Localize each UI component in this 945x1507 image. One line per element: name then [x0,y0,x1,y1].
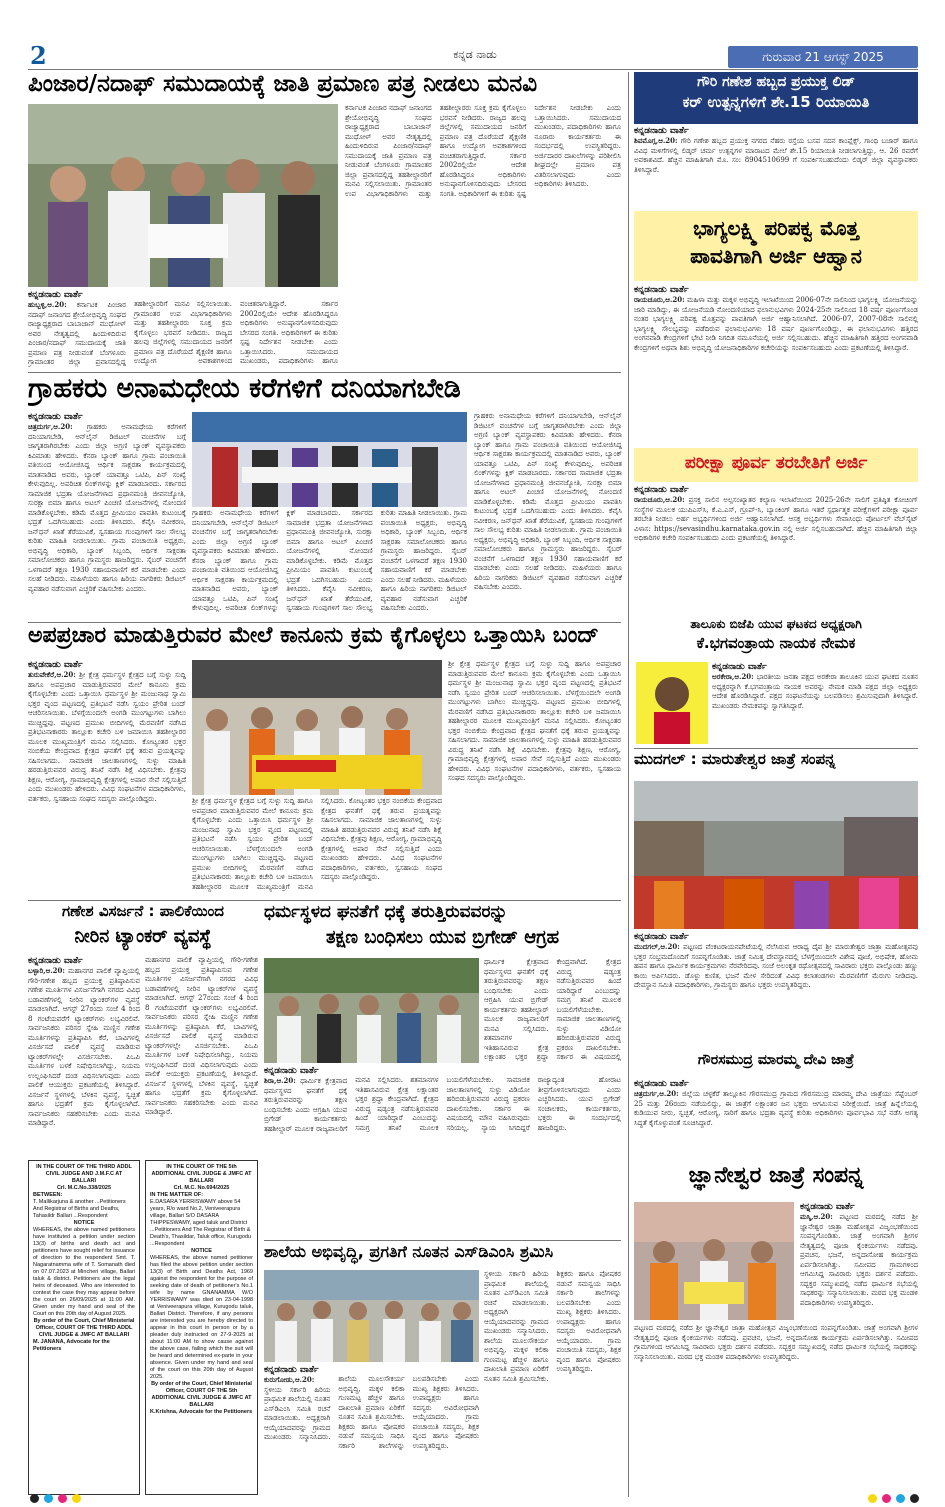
right3-dateline: ರಾಯಚೂರು,ಆ.20: [634,495,685,504]
right7-content [800,1202,918,1320]
right2-dateline: ರಾಯಚೂರು,ಆ.20: [634,295,685,304]
right3-headline: ಪರೀಕ್ಷಾ ಪೂರ್ವ ತರಬೇತಿಗೆ ಅರ್ಜಿ [684,453,868,473]
notice2-case-no: Crl. M.C. No.694/2025 [173,1185,230,1191]
right7-headline: ಜ್ಞಾನೇಶ್ವರ ಜಾತ್ರೆ ಸಂಪನ್ನ [688,1164,864,1188]
right4-body: ಭಾರತೀಯ ಜನತಾ ಪಕ್ಷದ ಅರಕೇರಾ ತಾಲೂಕಿನ ಯುವ ಘಟಕದ ನೂತನ ಅಧ್ಯಕ್ಷರನ್ನಾಗಿ ಕೆ.ಭಗವಂತ್ರಾಯ ನಾಯಕ ಅವರನ್ನು ನೇಮಕ ಮಾಡಿ ಪಕ್ಷದ ಜಿಲ್ಲಾ ಅಧ್ಯಕ್ಷರು ಆದೇಶ ಹೊರಡಿಸಿದ್ದಾರೆ. ಪಕ್ಷದ ಸಂಘಟನೆಯನ್ನು ಬಲಪಡಿಸಲು ಶ್ರಮಿಸುವುದಾಗಿ ತಿಳಿಸಿದ್ದಾರೆ. ಮುಖಂಡರು ನೇಮಕವನ್ನು ಸ್ವಾಗತಿಸಿದ್ದಾರೆ. [712,673,918,710]
notice2-between: IN THE MATTER OF: [150,1192,204,1198]
article5-lead [264,1066,621,1238]
notice1-advocate: M. JANANA, Advocate for the Petitioners [33,1339,110,1352]
date-band: ಗುರುವಾರ 21 ಆಗಸ್ಟ್ 2025 [728,46,918,68]
right1-headline-line1: ಗೌರಿ ಗಣೇಶ ಹಬ್ಬದ ಪ್ರಯುಕ್ತ ಲಿಡ್ [697,74,855,90]
notice1-title: NOTICE [73,1220,95,1226]
page-number: 2 [30,44,56,68]
portrait-photo [636,662,708,744]
right5-photo [634,781,918,929]
article3-continued: ಶ್ರೀ ಕ್ಷೇತ್ರ ಧರ್ಮಸ್ಥಳ ಕ್ಷೇತ್ರದ ಬಗ್ಗೆ ಸುಳ್ಳು ಸುದ್ದಿ ಹಾಗೂ ಅಪಪ್ರಚಾರ ಮಾಡುತ್ತಿರುವವರ ಮೇಲೆ ಕಾನೂನು ಕ್ರಮ ಕೈಗೊಳ್ಳಬೇಕು ಎಂದು ಒತ್ತಾಯಿಸಿ ಧರ್ಮಸ್ಥಳ ಶ್ರೀ ಮಂಜುನಾಥ ಸ್ವಾಮಿ ಭಕ್ತರ ವೃಂದ ಪಟ್ಟಣದಲ್ಲಿ ಪ್ರತಿಭಟನೆ ನಡೆಸಿ ಸ್ವಯಂ ಪ್ರೇರಿತ ಬಂದ್ ಆಚರಿಸಲಾಯಿತು. ಬೆಳಗ್ಗೆಯಿಂದಲೇ ಅಂಗಡಿ ಮುಂಗಟ್ಟುಗಳು ಬಾಗಿಲು ಮುಚ್ಚಿದ್ದವು. ಪಟ್ಟಣದ ಪ್ರಮುಖ ಬೀದಿಗಳಲ್ಲಿ ಮೆರವಣಿಗೆ ನಡೆಸಿದ ಪ್ರತಿಭಟನಾಕಾರರು ತಾಲ್ಲೂಕು ಕಚೇರಿ ಬಳಿ ಜಮಾಯಿಸಿ ತಹಶೀಲ್ದಾರರ ಮೂಲಕ ಮುಖ್ಯಮಂತ್ರಿಗೆ ಮನವಿ ಸಲ್ಲಿಸಿದರು. ಕೋಟ್ಯಂತರ ಭಕ್ತರ ನಂಬಿಕೆಯ ಕೇಂದ್ರವಾದ ಕ್ಷೇತ್ರದ ಘನತೆಗೆ ಧಕ್ಕೆ ತರುವ ಪ್ರಯತ್ನವನ್ನು ಸಹಿಸಲಾಗದು. ಸಾಮಾಜಿಕ ಜಾಲತಾಣಗಳಲ್ಲಿ ಸುಳ್ಳು ಮಾಹಿತಿ ಹರಡುತ್ತಿರುವವರ ವಿರುದ್ಧ ತನಿಖೆ ನಡೆಸಿ ಶಿಕ್ಷೆ ವಿಧಿಸಬೇಕು. ಕ್ಷೇತ್ರವು ಶಿಕ್ಷಣ, ಆರೋಗ್ಯ, ಗ್ರಾಮಾಭಿವೃದ್ಧಿ ಕ್ಷೇತ್ರಗಳಲ್ಲಿ ಅಪಾರ ಸೇವೆ ಸಲ್ಲಿಸುತ್ತಿದೆ ಎಂದು ಮುಖಂಡರು ಹೇಳಿದರು. ವಿವಿಧ ಸಂಘಟನೆಗಳ ಪದಾಧಿಕಾರಿಗಳು, ವರ್ತಕರು, ಸ್ವಸಹಾಯ ಸಂಘದ ಸದಸ್ಯರು ಪಾಲ್ಗೊಂಡಿದ್ದರು. [192,797,442,891]
registration-mark [896,1494,905,1503]
article6-headline: ಶಾಲೆಯ ಅಭಿವೃದ್ಧಿ, ಪ್ರಗತಿಗೆ ನೂತನ ಎಸ್‌ಡಿಎಂಸಿ ಶ್ರಮಿಸಿ [264,1243,554,1261]
notice1-between: BETWEEN: [33,1192,63,1198]
right7-body: ಪಟ್ಟಣದ ಮಠದಲ್ಲಿ ನಡೆದ ಶ್ರೀ ಜ್ಞಾನೇಶ್ವರ ಜಾತ್ರಾ ಮಹೋತ್ಸವ ವಿಜೃಂಭಣೆಯಿಂದ ಸಂಪನ್ನಗೊಂಡಿತು. ಜಾತ್ರೆ ಅಂಗವಾಗಿ ಶ್ರೀಗಳ ನೇತೃತ್ವದಲ್ಲಿ ಪೂಜಾ ಕೈಂಕರ್ಯಗಳು ನಡೆದವು. ಪ್ರವಚನ, ಭಜನೆ, ಅನ್ನದಾಸೋಹ ಕಾರ್ಯಕ್ರಮ ಏರ್ಪಡಿಸಲಾಗಿತ್ತು. ಸಮೀಪದ ಗ್ರಾಮಗಳಿಂದ ಆಗಮಿಸಿದ್ದ ಸಾವಿರಾರು ಭಕ್ತರು ದರ್ಶನ ಪಡೆದರು. ಸದ್ಭಕ್ತರ ಸಮ್ಮುಖದಲ್ಲಿ ನಡೆದ ಧಾರ್ಮಿಕ ಸಭೆಯಲ್ಲಿ ಸಾಧಕರನ್ನು ಸನ್ಮಾನಿಸಲಾಯಿತು. ಮಠದ ಭಕ್ತ ಮಂಡಳಿ ಪದಾಧಿಕಾರಿಗಳು ಉಪಸ್ಥಿತರಿದ್ದರು. [800,1213,918,1307]
registration-mark [30,1494,39,1503]
right2-headline-line1: ಭಾಗ್ಯಲಕ್ಷ್ಮಿ ಪರಿಪಕ್ವ ಮೊತ್ತ [693,216,859,240]
article2-dateline: ಚಿತ್ರದುರ್ಗ,ಆ.20: [28,422,73,431]
right5-byline: ಕನ್ನಡನಾಡು ವಾರ್ತೆ [634,932,689,942]
article1-headline: ಪಿಂಜಾರ/ನದಾಫ್ ಸಮುದಾಯಕ್ಕೆ ಜಾತಿ ಪ್ರಮಾಣ ಪತ್ರ ನೀಡಲು ಮನವಿ [28,72,538,97]
notice1-parties: T. Mallikarjuna & another ...Petitioners And Registrar of Births and Deaths, Tahasildr Ballari ...Respondent [33,1199,126,1219]
masthead-rule [28,69,918,70]
article3-side: ಶ್ರೀ ಕ್ಷೇತ್ರ ಧರ್ಮಸ್ಥಳ ಕ್ಷೇತ್ರದ ಬಗ್ಗೆ ಸುಳ್ಳು ಸುದ್ದಿ ಹಾಗೂ ಅಪಪ್ರಚಾರ ಮಾಡುತ್ತಿರುವವರ ಮೇಲೆ ಕಾನೂನು ಕ್ರಮ ಕೈಗೊಳ್ಳಬೇಕು ಎಂದು ಒತ್ತಾಯಿಸಿ ಧರ್ಮಸ್ಥಳ ಶ್ರೀ ಮಂಜುನಾಥ ಸ್ವಾಮಿ ಭಕ್ತರ ವೃಂದ ಪಟ್ಟಣದಲ್ಲಿ ಪ್ರತಿಭಟನೆ ನಡೆಸಿ ಸ್ವಯಂ ಪ್ರೇರಿತ ಬಂದ್ ಆಚರಿಸಲಾಯಿತು. ಬೆಳಗ್ಗೆಯಿಂದಲೇ ಅಂಗಡಿ ಮುಂಗಟ್ಟುಗಳು ಬಾಗಿಲು ಮುಚ್ಚಿದ್ದವು. ಪಟ್ಟಣದ ಪ್ರಮುಖ ಬೀದಿಗಳಲ್ಲಿ ಮೆರವಣಿಗೆ ನಡೆಸಿದ ಪ್ರತಿಭಟನಾಕಾರರು ತಾಲ್ಲೂಕು ಕಚೇರಿ ಬಳಿ ಜಮಾಯಿಸಿ ತಹಶೀಲ್ದಾರರ ಮೂಲಕ ಮುಖ್ಯಮಂತ್ರಿಗೆ ಮನವಿ ಸಲ್ಲಿಸಿದರು. ಕೋಟ್ಯಂತರ ಭಕ್ತರ ನಂಬಿಕೆಯ ಕೇಂದ್ರವಾದ ಕ್ಷೇತ್ರದ ಘನತೆಗೆ ಧಕ್ಕೆ ತರುವ ಪ್ರಯತ್ನವನ್ನು ಸಹಿಸಲಾಗದು. ಸಾಮಾಜಿಕ ಜಾಲತಾಣಗಳಲ್ಲಿ ಸುಳ್ಳು ಮಾಹಿತಿ ಹರಡುತ್ತಿರುವವರ ವಿರುದ್ಧ ತನಿಖೆ ನಡೆಸಿ ಶಿಕ್ಷೆ ವಿಧಿಸಬೇಕು. ಕ್ಷೇತ್ರವು ಶಿಕ್ಷಣ, ಆರೋಗ್ಯ, ಗ್ರಾಮಾಭಿವೃದ್ಧಿ ಕ್ಷೇತ್ರಗಳಲ್ಲಿ ಅಪಾರ ಸೇವೆ ಸಲ್ಲಿಸುತ್ತಿದೆ ಎಂದು ಮುಖಂಡರು ಹೇಳಿದರು. ವಿವಿಧ ಸಂಘಟನೆಗಳ ಪದಾಧಿಕಾರಿಗಳು, ವರ್ತಕರು, ಸ್ವಸಹಾಯ ಸಂಘದ ಸದಸ್ಯರು ಪಾಲ್ಗೊಂಡಿದ್ದರು. [448,660,621,782]
right4-dateline: ಅರಕೇರಾ,ಆ.20: [712,672,754,681]
right4-byline: ಕನ್ನಡನಾಡು ವಾರ್ತೆ [712,662,767,672]
article1-dateline: ಹುಬ್ಬಳ್ಳಿ,ಆ.20: [28,300,67,309]
registration-mark [58,1494,67,1503]
memorandum-illustration [264,958,479,1063]
right4-content [712,662,918,746]
article2-photo [192,412,467,507]
festival-crowd-illustration [634,781,918,929]
article4-dateline: ಬಳ್ಳಾರಿ,ಆ.20: [28,966,65,975]
notice2-advocate: K.Krishna, Advocate for the Petitioners [150,1409,253,1415]
article2-side: ಗ್ರಾಹಕರು ಅನಾಮಧೇಯ ಕರೆಗಳಿಗೆ ದನಿಯಾಗಬೇಡಿ, ಆನ್‌ಲೈನ್ ಡಿಜಿಟಲ್ ವಂಚನೆಗಳ ಬಗ್ಗೆ ಜಾಗೃತರಾಗಿರಬೇಕು ಎಂದು ಜಿಲ್ಲಾ ಅಗ್ರಣಿ ಬ್ಯಾಂಕ್ ವ್ಯವಸ್ಥಾಪಕರು ಕಿವಿಮಾತು ಹೇಳಿದರು. ಕೆನರಾ ಬ್ಯಾಂಕ್ ಹಾಗೂ ಗ್ರಾಮ ಪಂಚಾಯಿತಿ ವತಿಯಿಂದ ಆಯೋಜಿಸಿದ್ದ ಆರ್ಥಿಕ ಸಾಕ್ಷರತಾ ಕಾರ್ಯಕ್ರಮದಲ್ಲಿ ಮಾತನಾಡಿದ ಅವರು, ಬ್ಯಾಂಕ್ ಯಾವತ್ತೂ ಒಟಿಪಿ, ಪಿನ್ ಸಂಖ್ಯೆ ಕೇಳುವುದಿಲ್ಲ. ಅಪರಿಚಿತ ಲಿಂಕ್‌ಗಳನ್ನು ಕ್ಲಿಕ್ ಮಾಡಬಾರದು. ಸರ್ಕಾರದ ಸಾಮಾಜಿಕ ಭದ್ರತಾ ಯೋಜನೆಗಳಾದ ಪ್ರಧಾನಮಂತ್ರಿ ಜೀವನಜ್ಯೋತಿ, ಸುರಕ್ಷಾ ಬಿಮಾ ಹಾಗೂ ಅಟಲ್ ಪಿಂಚಣಿ ಯೋಜನೆಗಳಲ್ಲಿ ನೋಂದಣಿ ಮಾಡಿಕೊಳ್ಳಬೇಕು. ಕಡಿಮೆ ಮೊತ್ತದ ಪ್ರೀಮಿಯಂ ಪಾವತಿಸಿ ಕುಟುಂಬಕ್ಕೆ ಭದ್ರತೆ ಒದಗಿಸಬಹುದು ಎಂದು ತಿಳಿಸಿದರು. ಕೆವೈಸಿ ನವೀಕರಣ, ಜನ್‌ಧನ್ ಖಾತೆ ತೆರೆಯುವಿಕೆ, ಸ್ವಸಹಾಯ ಗುಂಪುಗಳಿಗೆ ಸಾಲ ಸೌಲಭ್ಯ ಕುರಿತು ಮಾಹಿತಿ ನೀಡಲಾಯಿತು. ಗ್ರಾಮ ಪಂಚಾಯಿತಿ ಅಧ್ಯಕ್ಷರು, ಅಭಿವೃದ್ಧಿ ಅಧಿಕಾರಿ, ಬ್ಯಾಂಕ್ ಸಿಬ್ಬಂದಿ, ಆರ್ಥಿಕ ಸಾಕ್ಷರತಾ ಸಮಾಲೋಚಕರು ಹಾಗೂ ಗ್ರಾಮಸ್ಥರು ಹಾಜರಿದ್ದರು. ಸೈಬರ್ ವಂಚನೆಗೆ ಒಳಗಾದರೆ ತಕ್ಷಣ 1930 ಸಹಾಯವಾಣಿಗೆ ಕರೆ ಮಾಡಬೇಕು ಎಂದು ಸಲಹೆ ನೀಡಿದರು. ಮಹಿಳೆಯರು ಹಾಗೂ ಹಿರಿಯ ನಾಗರಿಕರು ಡಿಜಿಟಲ್ ವ್ಯವಹಾರ ನಡೆಸುವಾಗ ಎಚ್ಚರಿಕೆ ವಹಿಸಬೇಕು ಎಂದರು. [474,412,622,591]
right3-content [634,485,918,615]
right6-byline: ಕನ್ನಡನಾಡು ವಾರ್ತೆ [634,1079,689,1089]
divider [28,622,621,623]
article5-headline-line1: ಧರ್ಮಸ್ಥಳದ ಘನತೆಗೆ ಧಕ್ಕೆ ತರುತ್ತಿರುವವರನ್ನು [264,903,508,922]
article1-byline: ಕನ್ನಡನಾಡು ವಾರ್ತೆ [28,290,83,300]
article5-body: ಧಾರ್ಮಿಕ ಕ್ಷೇತ್ರವಾದ ಧರ್ಮಸ್ಥಳದ ಘನತೆಗೆ ಧಕ್ಕೆ ತರುತ್ತಿರುವವರನ್ನು ತಕ್ಷಣ ಬಂಧಿಸಬೇಕು ಎಂದು ಆಗ್ರಹಿಸಿ ಯುವ ಬ್ರಿಗೇಡ್ ಕಾರ್ಯಕರ್ತರು ತಹಶೀಲ್ದಾರ್ ಮೂಲಕ ರಾಜ್ಯಪಾಲರಿಗೆ ಮನವಿ ಸಲ್ಲಿಸಿದರು. ಶತಮಾನಗಳ ಇತಿಹಾಸವಿರುವ ಕ್ಷೇತ್ರ ಲಕ್ಷಾಂತರ ಭಕ್ತರ ಶ್ರದ್ಧಾ ಕೇಂದ್ರವಾಗಿದೆ. ಕ್ಷೇತ್ರದ ವಿರುದ್ಧ ಷಡ್ಯಂತ್ರ ನಡೆಸುತ್ತಿರುವವರ ಹಿಂದೆ ಯಾರಿದ್ದಾರೆ ಎಂಬುದನ್ನು ಸಮಗ್ರ ತನಿಖೆ ಮೂಲಕ ಬಯಲಿಗೆಳೆಯಬೇಕು. ಸಾಮಾಜಿಕ ಜಾಲತಾಣಗಳಲ್ಲಿ ಸುಳ್ಳು ವಿಡಿಯೋ ಹರಿಬಿಡುತ್ತಿರುವವರ ವಿರುದ್ಧ ಪ್ರಕರಣ ದಾಖಲಿಸಬೇಕು. ಸರ್ಕಾರ ಈ ವಿಷಯದಲ್ಲಿ ಮೌನ ವಹಿಸಿರುವುದು ಸರಿಯಲ್ಲ. ನ್ಯಾಯ ಸಿಗದಿದ್ದರೆ ರಾಜ್ಯಾದ್ಯಂತ ಹೋರಾಟ ತೀವ್ರಗೊಳಿಸಲಾಗುವುದು ಎಂದು ಎಚ್ಚರಿಸಿದರು. ಯುವ ಬ್ರಿಗೇಡ್ ಸಂಚಾಲಕರು, ಕಾರ್ಯಕರ್ತರು, ಭಕ್ತರು ಈ ಸಂದರ್ಭದಲ್ಲಿ ಹಾಜರಿದ್ದರು. [264,1076,621,1133]
notice1-court: IN THE COURT OF THE THIRD ADDL CIVIL JUDGE AND J.M.F.C AT BALLARI [36,1164,132,1184]
bank-event-illustration [192,412,467,507]
right2-body: ಮಹಿಳಾ ಮತ್ತು ಮಕ್ಕಳ ಅಭಿವೃದ್ಧಿ ಇಲಾಖೆಯಿಂದ 2006-07ನೇ ಸಾಲಿನಿಂದ ಭಾಗ್ಯಲಕ್ಷ್ಮಿ ಯೋಜನೆಯನ್ನು ಜಾರಿ ಮಾಡಿದ್ದು, ಈ ಯೋಜನೆಯಡಿ ನೋಂದಣಿಯಾದ ಫಲಾನುಭವಿಗಳು 2024-25ನೇ ಸಾಲಿನಿಂದ 18 ವರ್ಷ ಪೂರ್ಣಗೊಂಡ ನಂತರ ಭಾಗ್ಯಲಕ್ಷ್ಮಿ ಪರಿಪಕ್ವ ಮೊತ್ತವನ್ನು ಪಾವತಿಗಾಗಿ ಅರ್ಜಿ ಆಹ್ವಾನಿಸಲಾಗಿದೆ. 2006-07, 2007-08ನೇ ಸಾಲಿನಲ್ಲಿ ಭಾಗ್ಯಲಕ್ಷ್ಮಿ ಸೌಲಭ್ಯವನ್ನು ಪಡೆದಿರುವ ಫಲಾನುಭವಿಗಳು 18 ವರ್ಷ ಪೂರ್ಣಗೊಂಡಿದ್ದು, ಈ ಫಲಾನುಭವಿಗಳು ಹತ್ತಿರದ ಅಂಗನವಾಡಿ ಕೇಂದ್ರಗಳಿಗೆ ಭೇಟಿ ನೀಡಿ ನಿಗದಿತ ನಮೂನೆಯಲ್ಲಿ ಅರ್ಜಿ ಸಲ್ಲಿಸಬಹುದು. ಹೆಚ್ಚಿನ ಮಾಹಿತಿಗಾಗಿ ಹತ್ತಿರದ ಅಂಗನವಾಡಿ ಕೇಂದ್ರಗಳಿಗೆ ಅಥವಾ ಶಿಶು ಅಭಿವೃದ್ಧಿ ಯೋಜನಾಧಿಕಾರಿಗಳ ಕಚೇರಿಯನ್ನು ಸಂಪರ್ಕಿಸಬಹುದು ಎಂದು ಪ್ರಕಟಣೆಯಲ್ಲಿ ತಿಳಿಸಿದ್ದಾರೆ. [634,296,918,352]
article6-byline: ಕನ್ನಡನಾಡು ವಾರ್ತೆ [264,1365,319,1375]
divider [634,748,918,749]
divider [28,900,621,901]
right1-body: ಗೌರಿ ಗಣೇಶ ಹಬ್ಬದ ಪ್ರಯುಕ್ತ ನಗರದ ನೆಹರು ರಸ್ತೆಯ ಬಸವ ಸದನ ಕಾಂಪ್ಲೆಕ್ಸ್, ಗಾಂಧಿ ಬಜಾರ್ ಹಾಗೂ ವಿವಿಧ ಮಳಿಗೆಗಳಲ್ಲಿ ಲಿಡ್ಕರ್ ಚರ್ಮ ಉತ್ಪನ್ನಗಳ ಮಾರಾಟದ ಮೇಲೆ ಶೇ.15 ರಿಯಾಯಿತಿ ನೀಡಲಾಗುತ್ತಿದ್ದು, ಆ. 26 ರವರೆಗೆ ಅವಕಾಶವಿದೆ. ಹೆಚ್ಚಿನ ಮಾಹಿತಿಗಾಗಿ ಮೊ. ಸಂ: 8904510699 ಗೆ ಸಂಪರ್ಕಿಸಬಹುದೆಂದು ಲಿಡ್ಕರ್ ಜಿಲ್ಲಾ ವ್ಯವಸ್ಥಾಪಕರು ತಿಳಿಸಿದ್ದಾರೆ. [634,137,918,174]
right2-content [634,285,918,445]
notice2-text: WHEREAS, the above named petitioner has filed the above petition under section 13(3) of Birth and Deaths Act, 1969 against the respondent for the purpose of seeking date of death of petitioner's No.1 wife by name GNANAMMA W/O YERRISWAMY was died on 23-04-1998 at Veniveerapura village, Kurugodu taluk, Ballari District. Therefore, if any persons are interested you are hereby directed to appear in this court in person or by a pleader duly instructed on 27-9-2025 at about 11:00 AM to show cause against the above case, failing which the suit will be heard and determined ex-parte in your absence. Given under my hand and seal of the court on this 20th day of August 2025. [150,1255,253,1380]
group-photo-illustration [28,104,338,287]
notice1-signature: By order of the Court, Chief Ministerial Officer, COURT OF THE THIRD ADDL CIVIL JUDGE & JMFC AT BALLARI [33,1318,135,1338]
notice2-parties: E.DASARA YERRISWAMY above 54 years, R/o ward No.2, Veniveerapura village, Ballari S/O DASARA THIPPESWAMY, aged taluk and District ...Petitioners And The Registrar of Birth & Death's, Thasildar, Taluk office, Kurugodu ...Respondent [150,1199,252,1247]
article4-headline-line1: ಗಣೇಶ ವಿಸರ್ಜನೆ : ಪಾಲಿಕೆಯಿಂದ [62,903,224,920]
column-divider [628,72,629,1497]
article4-lead [28,956,140,1156]
right7-photo [634,1202,794,1320]
school-committee-illustration [264,1270,479,1362]
article3-headline: ಅಪಪ್ರಚಾರ ಮಾಡುತ್ತಿರುವರ ಮೇಲೆ ಕಾನೂನು ಕ್ರಮ ಕೈಗೊಳ್ಳಲು ಒತ್ತಾಯಿಸಿ ಬಂದ್ [28,624,599,648]
right1-dateline: ಶಿವಮೊಗ್ಗ,ಆ.20: [634,136,678,145]
article2-continued: ಗ್ರಾಹಕರು ಅನಾಮಧೇಯ ಕರೆಗಳಿಗೆ ದನಿಯಾಗಬೇಡಿ, ಆನ್‌ಲೈನ್ ಡಿಜಿಟಲ್ ವಂಚನೆಗಳ ಬಗ್ಗೆ ಜಾಗೃತರಾಗಿರಬೇಕು ಎಂದು ಜಿಲ್ಲಾ ಅಗ್ರಣಿ ಬ್ಯಾಂಕ್ ವ್ಯವಸ್ಥಾಪಕರು ಕಿವಿಮಾತು ಹೇಳಿದರು. ಕೆನರಾ ಬ್ಯಾಂಕ್ ಹಾಗೂ ಗ್ರಾಮ ಪಂಚಾಯಿತಿ ವತಿಯಿಂದ ಆಯೋಜಿಸಿದ್ದ ಆರ್ಥಿಕ ಸಾಕ್ಷರತಾ ಕಾರ್ಯಕ್ರಮದಲ್ಲಿ ಮಾತನಾಡಿದ ಅವರು, ಬ್ಯಾಂಕ್ ಯಾವತ್ತೂ ಒಟಿಪಿ, ಪಿನ್ ಸಂಖ್ಯೆ ಕೇಳುವುದಿಲ್ಲ. ಅಪರಿಚಿತ ಲಿಂಕ್‌ಗಳನ್ನು ಕ್ಲಿಕ್ ಮಾಡಬಾರದು. ಸರ್ಕಾರದ ಸಾಮಾಜಿಕ ಭದ್ರತಾ ಯೋಜನೆಗಳಾದ ಪ್ರಧಾನಮಂತ್ರಿ ಜೀವನಜ್ಯೋತಿ, ಸುರಕ್ಷಾ ಬಿಮಾ ಹಾಗೂ ಅಟಲ್ ಪಿಂಚಣಿ ಯೋಜನೆಗಳಲ್ಲಿ ನೋಂದಣಿ ಮಾಡಿಕೊಳ್ಳಬೇಕು. ಕಡಿಮೆ ಮೊತ್ತದ ಪ್ರೀಮಿಯಂ ಪಾವತಿಸಿ ಕುಟುಂಬಕ್ಕೆ ಭದ್ರತೆ ಒದಗಿಸಬಹುದು ಎಂದು ತಿಳಿಸಿದರು. ಕೆವೈಸಿ ನವೀಕರಣ, ಜನ್‌ಧನ್ ಖಾತೆ ತೆರೆಯುವಿಕೆ, ಸ್ವಸಹಾಯ ಗುಂಪುಗಳಿಗೆ ಸಾಲ ಸೌಲಭ್ಯ ಕುರಿತು ಮಾಹಿತಿ ನೀಡಲಾಯಿತು. ಗ್ರಾಮ ಪಂಚಾಯಿತಿ ಅಧ್ಯಕ್ಷರು, ಅಭಿವೃದ್ಧಿ ಅಧಿಕಾರಿ, ಬ್ಯಾಂಕ್ ಸಿಬ್ಬಂದಿ, ಆರ್ಥಿಕ ಸಾಕ್ಷರತಾ ಸಮಾಲೋಚಕರು ಹಾಗೂ ಗ್ರಾಮಸ್ಥರು ಹಾಜರಿದ್ದರು. ಸೈಬರ್ ವಂಚನೆಗೆ ಒಳಗಾದರೆ ತಕ್ಷಣ 1930 ಸಹಾಯವಾಣಿಗೆ ಕರೆ ಮಾಡಬೇಕು ಎಂದು ಸಲಹೆ ನೀಡಿದರು. ಮಹಿಳೆಯರು ಹಾಗೂ ಹಿರಿಯ ನಾಗರಿಕರು ಡಿಜಿಟಲ್ ವ್ಯವಹಾರ ನಡೆಸುವಾಗ ಎಚ್ಚರಿಕೆ ವಹಿಸಬೇಕು ಎಂದರು. [192,509,467,612]
registration-mark [910,1494,919,1503]
right1-byline: ಕನ್ನಡನಾಡು ವಾರ್ತೆ [634,126,689,136]
right3-body: ಪ್ರಸಕ್ತ ಸಾಲಿನ ಅಲ್ಪಸಂಖ್ಯಾತರ ಕಲ್ಯಾಣ ಇಲಾಖೆಯಿಂದ 2025-26ನೇ ಸಾಲಿಗೆ ಪ್ರತಿಷ್ಠಿತ ಕೋಚಿಂಗ್ ಸಂಸ್ಥೆಗಳ ಮೂಲಕ ಯುಪಿಎಸ್‌ಸಿ, ಕೆ.ಎ.ಎಸ್, ಗ್ರೂಪ್-ಸಿ, ಬ್ಯಾಂಕಿಂಗ್ ಹಾಗೂ ಇತರೆ ಸ್ಪರ್ಧಾತ್ಮಕ ಪರೀಕ್ಷೆಗಳಿಗೆ ಪರೀಕ್ಷಾ ಪೂರ್ವ ತರಬೇತಿ ನೀಡಲು ಅರ್ಹ ಅಭ್ಯರ್ಥಿಗಳಿಂದ ಅರ್ಜಿ ಆಹ್ವಾನಿಸಲಾಗಿದೆ. ಆಸಕ್ತ ಅಭ್ಯರ್ಥಿಗಳು ಸೇವಾಸಿಂಧು ಪೋರ್ಟಲ್ ವೆಬ್‌ಸೈಟ್ ವಿಳಾಸ: https://sevasindhu.karnataka.gov.in ನಲ್ಲಿ ಅರ್ಜಿ ಸಲ್ಲಿಸಬಹುದಾಗಿದೆ. ಹೆಚ್ಚಿನ ಮಾಹಿತಿಗಾಗಿ ಜಿಲ್ಲಾ ಅಧಿಕಾರಿಗಳ ಕಚೇರಿ ಸಂಪರ್ಕಿಸಬಹುದು ಎಂದು ಪ್ರಕಟಣೆಯಲ್ಲಿ ತಿಳಿಸಿದ್ದಾರೆ. [634,496,918,542]
right5-dateline: ಮುದಗಲ್,ಆ.20: [634,942,680,951]
right1-headline-line2: ಕರ್ ಉತ್ಪನ್ನಗಳಿಗೆ ಶೇ.15 ರಿಯಾಯಿತಿ [682,93,870,112]
right5-body: ಪಟ್ಟಣದ ವೆಂಕಟರಾಯನಪೇಟೆಯಲ್ಲಿ ನೆಲೆಸಿರುವ ಆರಾಧ್ಯ ದೈವ ಶ್ರೀ ಮಾರುತೇಶ್ವರ ಜಾತ್ರಾ ಮಹೋತ್ಸವವು ಭಕ್ತರ ಸಂಭ್ರಮದೊಂದಿಗೆ ಸಂಪನ್ನಗೊಂಡಿತು. ಜಾತ್ರೆ ನಿಮಿತ್ತ ದೇವಸ್ಥಾನದಲ್ಲಿ ಬೆಳಗ್ಗೆಯಿಂದಲೇ ವಿಶೇಷ ಪೂಜೆ, ಅಭಿಷೇಕ, ಹೋಮ ಹವನ ಹಾಗೂ ಧಾರ್ಮಿಕ ಕಾರ್ಯಕ್ರಮಗಳು ನೆರವೇರಿದವು. ಸಂಜೆ ಅಲಂಕೃತ ರಥೋತ್ಸವದಲ್ಲಿ ಸಾವಿರಾರು ಭಕ್ತರು ಪಾಲ್ಗೊಂಡು ಹಣ್ಣು ಕಾಯಿ ಅರ್ಪಿಸಿದರು. ಡೊಳ್ಳು ಕುಣಿತ, ಭಜನೆ ಮೇಳ ಸೇರಿದಂತೆ ವಿವಿಧ ಕಲಾತಂಡಗಳು ಮೆರವಣಿಗೆಗೆ ಮೆರುಗು ನೀಡಿದವು. ದೇವಸ್ಥಾನ ಸಮಿತಿ ಪದಾಧಿಕಾರಿಗಳು, ಗ್ರಾಮಸ್ಥರು ಹಾಗೂ ಭಕ್ತರು ಉಪಸ್ಥಿತರಿದ್ದರು. [634,943,918,989]
right6-dateline: ಚಿತ್ರದುರ್ಗ,ಆ.20: [634,1089,679,1098]
legal-notice-1 [28,1160,140,1495]
seer-felicitation-illustration [634,1202,794,1320]
right4-headline-line1: ತಾಲೂಕು ಬಿಜೆಪಿ ಯುವ ಘಟಕದ ಅಧ್ಯಕ್ಷರಾಗಿ [690,618,862,631]
article4-byline: ಕನ್ನಡನಾಡು ವಾರ್ತೆ [28,956,83,966]
article5-byline: ಕನ್ನಡನಾಡು ವಾರ್ತೆ [264,1066,319,1076]
right1-content [634,126,918,208]
divider [28,372,621,373]
article5-side: ಧಾರ್ಮಿಕ ಕ್ಷೇತ್ರವಾದ ಧರ್ಮಸ್ಥಳದ ಘನತೆಗೆ ಧಕ್ಕೆ ತರುತ್ತಿರುವವರನ್ನು ತಕ್ಷಣ ಬಂಧಿಸಬೇಕು ಎಂದು ಆಗ್ರಹಿಸಿ ಯುವ ಬ್ರಿಗೇಡ್ ಕಾರ್ಯಕರ್ತರು ತಹಶೀಲ್ದಾರ್ ಮೂಲಕ ರಾಜ್ಯಪಾಲರಿಗೆ ಮನವಿ ಸಲ್ಲಿಸಿದರು. ಶತಮಾನಗಳ ಇತಿಹಾಸವಿರುವ ಕ್ಷೇತ್ರ ಲಕ್ಷಾಂತರ ಭಕ್ತರ ಶ್ರದ್ಧಾ ಕೇಂದ್ರವಾಗಿದೆ. ಕ್ಷೇತ್ರದ ವಿರುದ್ಧ ಷಡ್ಯಂತ್ರ ನಡೆಸುತ್ತಿರುವವರ ಹಿಂದೆ ಯಾರಿದ್ದಾರೆ ಎಂಬುದನ್ನು ಸಮಗ್ರ ತನಿಖೆ ಮೂಲಕ ಬಯಲಿಗೆಳೆಯಬೇಕು. ಸಾಮಾಜಿಕ ಜಾಲತಾಣಗಳಲ್ಲಿ ಸುಳ್ಳು ವಿಡಿಯೋ ಹರಿಬಿಡುತ್ತಿರುವವರ ವಿರುದ್ಧ ಪ್ರಕರಣ ದಾಖಲಿಸಬೇಕು. ಸರ್ಕಾರ ಈ ವಿಷಯದಲ್ಲಿ [484,958,621,1061]
article5-photo [264,958,479,1063]
right7-byline: ಕನ್ನಡನಾಡು ವಾರ್ತೆ [800,1202,855,1212]
right7-dateline: ಮಸ್ಕಿ,ಆ.20: [800,1212,833,1221]
right3-byline: ಕನ್ನಡನಾಡು ವಾರ್ತೆ [634,485,689,495]
portrait-illustration [636,662,708,744]
divider [264,1240,621,1241]
right5-content [634,932,918,1050]
article2-headline: ಗ್ರಾಹಕರು ಅನಾಮಧೇಯ ಕರೆಗಳಿಗೆ ದನಿಯಾಗಬೇಡಿ [28,374,461,404]
article4-headline-line2: ನೀರಿನ ಟ್ಯಾಂಕರ್ ವ್ಯವಸ್ಥೆ [74,927,212,947]
article5-headline-line2: ತಕ್ಷಣ ಬಂಧಿಸಲು ಯುವ ಬ್ರಿಗೇಡ್ ಆಗ್ರಹ [325,928,560,948]
article4-body: ಮಹಾನಗರ ಪಾಲಿಕೆ ವ್ಯಾಪ್ತಿಯಲ್ಲಿ ಗೌರಿ-ಗಣೇಶ ಹಬ್ಬದ ಪ್ರಯುಕ್ತ ಪ್ರತಿಷ್ಠಾಪಿಸುವ ಗಣೇಶ ಮೂರ್ತಿಗಳ ವಿಸರ್ಜನೆಗಾಗಿ ನಗರದ ವಿವಿಧ ಬಡಾವಣೆಗಳಲ್ಲಿ ನೀರಿನ ಟ್ಯಾಂಕರ್‌ಗಳ ವ್ಯವಸ್ಥೆ ಮಾಡಲಾಗಿದೆ. ಆಗಸ್ಟ್ 27ರಂದು ಸಂಜೆ 4 ರಿಂದ 8 ಗಂಟೆಯವರೆಗೆ ಟ್ಯಾಂಕರ್‌ಗಳು ಲಭ್ಯವಿರಲಿವೆ. ಸಾರ್ವಜನಿಕರು ಪರಿಸರ ಸ್ನೇಹಿ ಮಣ್ಣಿನ ಗಣೇಶ ಮೂರ್ತಿಗಳನ್ನು ಪ್ರತಿಷ್ಠಾಪಿಸಿ ಕೆರೆ, ಬಾವಿಗಳಲ್ಲಿ ವಿಸರ್ಜಿಸದೆ ಪಾಲಿಕೆ ವ್ಯವಸ್ಥೆ ಮಾಡಿರುವ ಟ್ಯಾಂಕರ್‌ಗಳಲ್ಲೇ ವಿಸರ್ಜಿಸಬೇಕು. ಪಿಒಪಿ ಮೂರ್ತಿಗಳ ಬಳಕೆ ನಿಷೇಧಿಸಲಾಗಿದ್ದು, ನಿಯಮ ಉಲ್ಲಂಘಿಸಿದರೆ ದಂಡ ವಿಧಿಸಲಾಗುವುದು ಎಂದು ಪಾಲಿಕೆ ಆಯುಕ್ತರು ಪ್ರಕಟಣೆಯಲ್ಲಿ ತಿಳಿಸಿದ್ದಾರೆ. ವಿಸರ್ಜನೆ ಸ್ಥಳಗಳಲ್ಲಿ ಬೆಳಕಿನ ವ್ಯವಸ್ಥೆ, ಸ್ವಚ್ಛತೆ ಹಾಗೂ ಭದ್ರತೆಗೆ ಕ್ರಮ ಕೈಗೊಳ್ಳಲಾಗಿದೆ. ಸಾರ್ವಜನಿಕರು ಸಹಕರಿಸಬೇಕು ಎಂದು ಮನವಿ ಮಾಡಿದ್ದಾರೆ. [28,967,140,1127]
right1-headline-band [634,72,918,124]
article3-lead [28,660,186,898]
article2-byline: ಕನ್ನಡನಾಡು ವಾರ್ತೆ [28,412,83,422]
article6-dateline: ಕುರುಗೋಡು,ಆ.20: [264,1375,315,1384]
right2-byline: ಕನ್ನಡನಾಡು ವಾರ್ತೆ [634,285,689,295]
article5-dateline: ಶಿರಾ,ಆ.20: [264,1076,296,1085]
right3-headline-band [634,448,918,482]
registration-mark [44,1494,53,1503]
article2-body: ಗ್ರಾಹಕರು ಅನಾಮಧೇಯ ಕರೆಗಳಿಗೆ ದನಿಯಾಗಬೇಡಿ, ಆನ್‌ಲೈನ್ ಡಿಜಿಟಲ್ ವಂಚನೆಗಳ ಬಗ್ಗೆ ಜಾಗೃತರಾಗಿರಬೇಕು ಎಂದು ಜಿಲ್ಲಾ ಅಗ್ರಣಿ ಬ್ಯಾಂಕ್ ವ್ಯವಸ್ಥಾಪಕರು ಕಿವಿಮಾತು ಹೇಳಿದರು. ಕೆನರಾ ಬ್ಯಾಂಕ್ ಹಾಗೂ ಗ್ರಾಮ ಪಂಚಾಯಿತಿ ವತಿಯಿಂದ ಆಯೋಜಿಸಿದ್ದ ಆರ್ಥಿಕ ಸಾಕ್ಷರತಾ ಕಾರ್ಯಕ್ರಮದಲ್ಲಿ ಮಾತನಾಡಿದ ಅವರು, ಬ್ಯಾಂಕ್ ಯಾವತ್ತೂ ಒಟಿಪಿ, ಪಿನ್ ಸಂಖ್ಯೆ ಕೇಳುವುದಿಲ್ಲ. ಅಪರಿಚಿತ ಲಿಂಕ್‌ಗಳನ್ನು ಕ್ಲಿಕ್ ಮಾಡಬಾರದು. ಸರ್ಕಾರದ ಸಾಮಾಜಿಕ ಭದ್ರತಾ ಯೋಜನೆಗಳಾದ ಪ್ರಧಾನಮಂತ್ರಿ ಜೀವನಜ್ಯೋತಿ, ಸುರಕ್ಷಾ ಬಿಮಾ ಹಾಗೂ ಅಟಲ್ ಪಿಂಚಣಿ ಯೋಜನೆಗಳಲ್ಲಿ ನೋಂದಣಿ ಮಾಡಿಕೊಳ್ಳಬೇಕು. ಕಡಿಮೆ ಮೊತ್ತದ ಪ್ರೀಮಿಯಂ ಪಾವತಿಸಿ ಕುಟುಂಬಕ್ಕೆ ಭದ್ರತೆ ಒದಗಿಸಬಹುದು ಎಂದು ತಿಳಿಸಿದರು. ಕೆವೈಸಿ ನವೀಕರಣ, ಜನ್‌ಧನ್ ಖಾತೆ ತೆರೆಯುವಿಕೆ, ಸ್ವಸಹಾಯ ಗುಂಪುಗಳಿಗೆ ಸಾಲ ಸೌಲಭ್ಯ ಕುರಿತು ಮಾಹಿತಿ ನೀಡಲಾಯಿತು. ಗ್ರಾಮ ಪಂಚಾಯಿತಿ ಅಧ್ಯಕ್ಷರು, ಅಭಿವೃದ್ಧಿ ಅಧಿಕಾರಿ, ಬ್ಯಾಂಕ್ ಸಿಬ್ಬಂದಿ, ಆರ್ಥಿಕ ಸಾಕ್ಷರತಾ ಸಮಾಲೋಚಕರು ಹಾಗೂ ಗ್ರಾಮಸ್ಥರು ಹಾಜರಿದ್ದರು. ಸೈಬರ್ ವಂಚನೆಗೆ ಒಳಗಾದರೆ ತಕ್ಷಣ 1930 ಸಹಾಯವಾಣಿಗೆ ಕರೆ ಮಾಡಬೇಕು ಎಂದು ಸಲಹೆ ನೀಡಿದರು. ಮಹಿಳೆಯರು ಹಾಗೂ ಹಿರಿಯ ನಾಗರಿಕರು ಡಿಜಿಟಲ್ ವ್ಯವಹಾರ ನಡೆಸುವಾಗ ಎಚ್ಚರಿಕೆ ವಹಿಸಬೇಕು ಎಂದರು. [28,423,186,593]
legal-notice-2 [145,1160,258,1495]
right6-headline: ಗೌರಸಮುದ್ರ ಮಾರಮ್ಮ ದೇವಿ ಜಾತ್ರೆ [697,1053,855,1068]
article3-dateline: ತುರುವೇಕೆರೆ,ಆ.20: [28,670,76,679]
notice2-signature: By order of the Court, Chief Ministerial Officer, COURT OF THE 5th ADDITIONAL CIVIL JUDGE & JMFC AT BALLARI [151,1381,252,1408]
article1-body: ಕರ್ನಾಟಕ ಪಿಂಜಾರ ನದಾಫ್ ಜನಾಂಗದ ಶ್ರೇಯೋಭಿವೃದ್ಧಿ ಸಂಘದ ರಾಜ್ಯಾಧ್ಯಕ್ಷರಾದ ಬಾಬಾಜಾನ್ ಮುಧೋಳ್ ಅವರ ನೇತೃತ್ವದಲ್ಲಿ ಹಿಂದುಳಿದಿರುವ ಪಿಂಜಾರ/ನದಾಫ್ ಸಮುದಾಯಕ್ಕೆ ಜಾತಿ ಪ್ರಮಾಣ ಪತ್ರ ನೀಡುವಂತೆ ಬೆಂಗಳೂರು ಗ್ರಾಮಾಂತರ ಜಿಲ್ಲಾ ಪ್ರವಾಸದಲ್ಲಿದ್ದ ತಹಶೀಲ್ದಾರರಿಗೆ ಮನವಿ ಸಲ್ಲಿಸಲಾಯಿತು. ಗ್ರಾಮಾಂತರ ಉಪ ವಿಭಾಗಾಧಿಕಾರಿಗಳು ಮತ್ತು ತಹಶೀಲ್ದಾರರು ಸೂಕ್ತ ಕ್ರಮ ಕೈಗೊಳ್ಳಲು ಭರವಸೆ ನೀಡಿದರು. ರಾಜ್ಯದ ಹಲವು ಜಿಲ್ಲೆಗಳಲ್ಲಿ ಸಮುದಾಯದ ಜನರಿಗೆ ಪ್ರಮಾಣ ಪತ್ರ ದೊರೆಯದೆ ಶೈಕ್ಷಣಿಕ ಹಾಗೂ ಉದ್ಯೋಗ ಅವಕಾಶಗಳಿಂದ ವಂಚಿತರಾಗುತ್ತಿದ್ದಾರೆ. ಸರ್ಕಾರ 2002ರಲ್ಲಿಯೇ ಆದೇಶ ಹೊರಡಿಸಿದ್ದರೂ ಅಧಿಕಾರಿಗಳು ಅನುಷ್ಠಾನಗೊಳಿಸದಿರುವುದು ಬೇಸರದ ಸಂಗತಿ. ಅಧಿಕಾರಿಗಳಿಗೆ ಈ ಕುರಿತು ಸ್ಪಷ್ಟ ನಿರ್ದೇಶನ ನೀಡಬೇಕು ಎಂದು ಒತ್ತಾಯಿಸಿದರು. ಸಮುದಾಯದ ಮುಖಂಡರು, ಪದಾಧಿಕಾರಿಗಳು ಹಾಗೂ [28,300,338,366]
article4-continued: ಮಹಾನಗರ ಪಾಲಿಕೆ ವ್ಯಾಪ್ತಿಯಲ್ಲಿ ಗೌರಿ-ಗಣೇಶ ಹಬ್ಬದ ಪ್ರಯುಕ್ತ ಪ್ರತಿಷ್ಠಾಪಿಸುವ ಗಣೇಶ ಮೂರ್ತಿಗಳ ವಿಸರ್ಜನೆಗಾಗಿ ನಗರದ ವಿವಿಧ ಬಡಾವಣೆಗಳಲ್ಲಿ ನೀರಿನ ಟ್ಯಾಂಕರ್‌ಗಳ ವ್ಯವಸ್ಥೆ ಮಾಡಲಾಗಿದೆ. ಆಗಸ್ಟ್ 27ರಂದು ಸಂಜೆ 4 ರಿಂದ 8 ಗಂಟೆಯವರೆಗೆ ಟ್ಯಾಂಕರ್‌ಗಳು ಲಭ್ಯವಿರಲಿವೆ. ಸಾರ್ವಜನಿಕರು ಪರಿಸರ ಸ್ನೇಹಿ ಮಣ್ಣಿನ ಗಣೇಶ ಮೂರ್ತಿಗಳನ್ನು ಪ್ರತಿಷ್ಠಾಪಿಸಿ ಕೆರೆ, ಬಾವಿಗಳಲ್ಲಿ ವಿಸರ್ಜಿಸದೆ ಪಾಲಿಕೆ ವ್ಯವಸ್ಥೆ ಮಾಡಿರುವ ಟ್ಯಾಂಕರ್‌ಗಳಲ್ಲೇ ವಿಸರ್ಜಿಸಬೇಕು. ಪಿಒಪಿ ಮೂರ್ತಿಗಳ ಬಳಕೆ ನಿಷೇಧಿಸಲಾಗಿದ್ದು, ನಿಯಮ ಉಲ್ಲಂಘಿಸಿದರೆ ದಂಡ ವಿಧಿಸಲಾಗುವುದು ಎಂದು ಪಾಲಿಕೆ ಆಯುಕ್ತರು ಪ್ರಕಟಣೆಯಲ್ಲಿ ತಿಳಿಸಿದ್ದಾರೆ. ವಿಸರ್ಜನೆ ಸ್ಥಳಗಳಲ್ಲಿ ಬೆಳಕಿನ ವ್ಯವಸ್ಥೆ, ಸ್ವಚ್ಛತೆ ಹಾಗೂ ಭದ್ರತೆಗೆ ಕ್ರಮ ಕೈಗೊಳ್ಳಲಾಗಿದೆ. ಸಾರ್ವಜನಿಕರು ಸಹಕರಿಸಬೇಕು ಎಂದು ಮನವಿ ಮಾಡಿದ್ದಾರೆ. [145,956,258,1116]
registration-mark [882,1494,891,1503]
right7-continued: ಪಟ್ಟಣದ ಮಠದಲ್ಲಿ ನಡೆದ ಶ್ರೀ ಜ್ಞಾನೇಶ್ವರ ಜಾತ್ರಾ ಮಹೋತ್ಸವ ವಿಜೃಂಭಣೆಯಿಂದ ಸಂಪನ್ನಗೊಂಡಿತು. ಜಾತ್ರೆ ಅಂಗವಾಗಿ ಶ್ರೀಗಳ ನೇತೃತ್ವದಲ್ಲಿ ಪೂಜಾ ಕೈಂಕರ್ಯಗಳು ನಡೆದವು. ಪ್ರವಚನ, ಭಜನೆ, ಅನ್ನದಾಸೋಹ ಕಾರ್ಯಕ್ರಮ ಏರ್ಪಡಿಸಲಾಗಿತ್ತು. ಸಮೀಪದ ಗ್ರಾಮಗಳಿಂದ ಆಗಮಿಸಿದ್ದ ಸಾವಿರಾರು ಭಕ್ತರು ದರ್ಶನ ಪಡೆದರು. ಸದ್ಭಕ್ತರ ಸಮ್ಮುಖದಲ್ಲಿ ನಡೆದ ಧಾರ್ಮಿಕ ಸಭೆಯಲ್ಲಿ ಸಾಧಕರನ್ನು ಸನ್ಮಾನಿಸಲಾಯಿತು. ಮಠದ ಭಕ್ತ ಮಂಡಳಿ ಪದಾಧಿಕಾರಿಗಳು ಉಪಸ್ಥಿತರಿದ್ದರು. [634,1324,918,1361]
article1-continued: ಕರ್ನಾಟಕ ಪಿಂಜಾರ ನದಾಫ್ ಜನಾಂಗದ ಶ್ರೇಯೋಭಿವೃದ್ಧಿ ಸಂಘದ ರಾಜ್ಯಾಧ್ಯಕ್ಷರಾದ ಬಾಬಾಜಾನ್ ಮುಧೋಳ್ ಅವರ ನೇತೃತ್ವದಲ್ಲಿ ಹಿಂದುಳಿದಿರುವ ಪಿಂಜಾರ/ನದಾಫ್ ಸಮುದಾಯಕ್ಕೆ ಜಾತಿ ಪ್ರಮಾಣ ಪತ್ರ ನೀಡುವಂತೆ ಬೆಂಗಳೂರು ಗ್ರಾಮಾಂತರ ಜಿಲ್ಲಾ ಪ್ರವಾಸದಲ್ಲಿದ್ದ ತಹಶೀಲ್ದಾರರಿಗೆ ಮನವಿ ಸಲ್ಲಿಸಲಾಯಿತು. ಗ್ರಾಮಾಂತರ ಉಪ ವಿಭಾಗಾಧಿಕಾರಿಗಳು ಮತ್ತು ತಹಶೀಲ್ದಾರರು ಸೂಕ್ತ ಕ್ರಮ ಕೈಗೊಳ್ಳಲು ಭರವಸೆ ನೀಡಿದರು. ರಾಜ್ಯದ ಹಲವು ಜಿಲ್ಲೆಗಳಲ್ಲಿ ಸಮುದಾಯದ ಜನರಿಗೆ ಪ್ರಮಾಣ ಪತ್ರ ದೊರೆಯದೆ ಶೈಕ್ಷಣಿಕ ಹಾಗೂ ಉದ್ಯೋಗ ಅವಕಾಶಗಳಿಂದ ವಂಚಿತರಾಗುತ್ತಿದ್ದಾರೆ. ಸರ್ಕಾರ 2002ರಲ್ಲಿಯೇ ಆದೇಶ ಹೊರಡಿಸಿದ್ದರೂ ಅಧಿಕಾರಿಗಳು ಅನುಷ್ಠಾನಗೊಳಿಸದಿರುವುದು ಬೇಸರದ ಸಂಗತಿ. ಅಧಿಕಾರಿಗಳಿಗೆ ಈ ಕುರಿತು ಸ್ಪಷ್ಟ ನಿರ್ದೇಶನ ನೀಡಬೇಕು ಎಂದು ಒತ್ತಾಯಿಸಿದರು. ಸಮುದಾಯದ ಮುಖಂಡರು, ಪದಾಧಿಕಾರಿಗಳು ಹಾಗೂ ನೂರಾರು ಕಾರ್ಯಕರ್ತರು ಈ ಸಂದರ್ಭದಲ್ಲಿ ಉಪಸ್ಥಿತರಿದ್ದರು. ಅರ್ಜಿದಾರರ ದಾಖಲೆಗಳನ್ನು ಪರಿಶೀಲಿಸಿ ಶೀಘ್ರದಲ್ಲೇ ಪ್ರಮಾಣ ಪತ್ರ ವಿತರಿಸಲಾಗುವುದು ಎಂದು ಅಧಿಕಾರಿಗಳು ತಿಳಿಸಿದರು. [345,104,621,198]
article3-photo [192,660,442,795]
article6-lead [264,1365,479,1495]
notice2-court: IN THE COURT OF THE 5th ADDITIONAL CIVIL JUDGE & JMFC AT BALLARI [151,1164,252,1184]
notice1-case-no: Crl. M.C.No.338/2025 [56,1185,112,1191]
right4-headline-line2: ಕೆ.ಭಗವಂತ್ರಾಯ ನಾಯಕ ನೇಮಕ [696,634,856,653]
article6-photo [264,1270,479,1362]
right4-headline [634,618,918,658]
notice2-title: NOTICE [191,1248,212,1254]
right6-body: ಜಿಲ್ಲೆಯ ಚಳ್ಳಕೆರೆ ತಾಲ್ಲೂಕಿನ ಗೌರಸಮುದ್ರ ಗ್ರಾಮದ ಗೌರಸಮುದ್ರ ಮಾರಮ್ಮ ದೇವಿ ಜಾತ್ರೆಯು ಸೆಪ್ಟೆಂಬರ್ 25 ಮತ್ತು 26ರಂದು ನಡೆಯಲಿದ್ದು, ಈ ಜಾತ್ರೆಗೆ ಲಕ್ಷಾಂತರ ಜನ ಭಕ್ತರು ಆಗಮಿಸುವ ನಿರೀಕ್ಷೆಯಿದೆ. ಜಾತ್ರೆ ಹಿನ್ನೆಲೆಯಲ್ಲಿ ಕುಡಿಯುವ ನೀರು, ಸ್ವಚ್ಛತೆ, ಆರೋಗ್ಯ, ಸಾರಿಗೆ ಹಾಗೂ ಭದ್ರತಾ ವ್ಯವಸ್ಥೆ ಕುರಿತು ಅಧಿಕಾರಿಗಳು ಪೂರ್ವಭಾವಿ ಸಭೆ ನಡೆಸಿ ಅಗತ್ಯ ಸಿದ್ಧತೆ ಕೈಗೊಳ್ಳುವಂತೆ ಸೂಚಿಸಿದ್ದಾರೆ. [634,1090,918,1127]
article3-byline: ಕನ್ನಡನಾಡು ವಾರ್ತೆ [28,660,83,670]
registration-mark [868,1494,877,1503]
article3-body: ಶ್ರೀ ಕ್ಷೇತ್ರ ಧರ್ಮಸ್ಥಳ ಕ್ಷೇತ್ರದ ಬಗ್ಗೆ ಸುಳ್ಳು ಸುದ್ದಿ ಹಾಗೂ ಅಪಪ್ರಚಾರ ಮಾಡುತ್ತಿರುವವರ ಮೇಲೆ ಕಾನೂನು ಕ್ರಮ ಕೈಗೊಳ್ಳಬೇಕು ಎಂದು ಒತ್ತಾಯಿಸಿ ಧರ್ಮಸ್ಥಳ ಶ್ರೀ ಮಂಜುನಾಥ ಸ್ವಾಮಿ ಭಕ್ತರ ವೃಂದ ಪಟ್ಟಣದಲ್ಲಿ ಪ್ರತಿಭಟನೆ ನಡೆಸಿ ಸ್ವಯಂ ಪ್ರೇರಿತ ಬಂದ್ ಆಚರಿಸಲಾಯಿತು. ಬೆಳಗ್ಗೆಯಿಂದಲೇ ಅಂಗಡಿ ಮುಂಗಟ್ಟುಗಳು ಬಾಗಿಲು ಮುಚ್ಚಿದ್ದವು. ಪಟ್ಟಣದ ಪ್ರಮುಖ ಬೀದಿಗಳಲ್ಲಿ ಮೆರವಣಿಗೆ ನಡೆಸಿದ ಪ್ರತಿಭಟನಾಕಾರರು ತಾಲ್ಲೂಕು ಕಚೇರಿ ಬಳಿ ಜಮಾಯಿಸಿ ತಹಶೀಲ್ದಾರರ ಮೂಲಕ ಮುಖ್ಯಮಂತ್ರಿಗೆ ಮನವಿ ಸಲ್ಲಿಸಿದರು. ಕೋಟ್ಯಂತರ ಭಕ್ತರ ನಂಬಿಕೆಯ ಕೇಂದ್ರವಾದ ಕ್ಷೇತ್ರದ ಘನತೆಗೆ ಧಕ್ಕೆ ತರುವ ಪ್ರಯತ್ನವನ್ನು ಸಹಿಸಲಾಗದು. ಸಾಮಾಜಿಕ ಜಾಲತಾಣಗಳಲ್ಲಿ ಸುಳ್ಳು ಮಾಹಿತಿ ಹರಡುತ್ತಿರುವವರ ವಿರುದ್ಧ ತನಿಖೆ ನಡೆಸಿ ಶಿಕ್ಷೆ ವಿಧಿಸಬೇಕು. ಕ್ಷೇತ್ರವು ಶಿಕ್ಷಣ, ಆರೋಗ್ಯ, ಗ್ರಾಮಾಭಿವೃದ್ಧಿ ಕ್ಷೇತ್ರಗಳಲ್ಲಿ ಅಪಾರ ಸೇವೆ ಸಲ್ಲಿಸುತ್ತಿದೆ ಎಂದು ಮುಖಂಡರು ಹೇಳಿದರು. ವಿವಿಧ ಸಂಘಟನೆಗಳ ಪದಾಧಿಕಾರಿಗಳು, ವರ್ತಕರು, ಸ್ವಸಹಾಯ ಸಂಘದ ಸದಸ್ಯರು ಪಾಲ್ಗೊಂಡಿದ್ದರು. [28,671,186,803]
article6-body: ಸ್ಥಳೀಯ ಸರ್ಕಾರಿ ಹಿರಿಯ ಪ್ರಾಥಮಿಕ ಶಾಲೆಯಲ್ಲಿ ನೂತನ ಎಸ್‌ಡಿಎಂಸಿ ಸಮಿತಿ ರಚನೆ ಮಾಡಲಾಯಿತು. ಅಧ್ಯಕ್ಷರಾಗಿ ಆಯ್ಕೆಯಾದವರನ್ನು ಗ್ರಾಮದ ಮುಖಂಡರು ಸನ್ಮಾನಿಸಿದರು. ಶಾಲೆಯ ಮೂಲಸೌಕರ್ಯ ಅಭಿವೃದ್ಧಿ, ಮಕ್ಕಳ ಕಲಿಕಾ ಗುಣಮಟ್ಟ ಹೆಚ್ಚಳ ಹಾಗೂ ದಾಖಲಾತಿ ಪ್ರಮಾಣ ಏರಿಕೆಗೆ ನೂತನ ಸಮಿತಿ ಶ್ರಮಿಸಬೇಕು. ಶಿಕ್ಷಕರು ಹಾಗೂ ಪೋಷಕರ ನಡುವೆ ಸಮನ್ವಯ ಸಾಧಿಸಿ ಸರ್ಕಾರಿ ಶಾಲೆಗಳನ್ನು ಬಲಪಡಿಸಬೇಕು ಎಂದು ಮುಖ್ಯ ಶಿಕ್ಷಕರು ತಿಳಿಸಿದರು. ಉಪಾಧ್ಯಕ್ಷರು ಹಾಗೂ ಸದಸ್ಯರು ಅವಿರೋಧವಾಗಿ ಆಯ್ಕೆಯಾದರು. ಗ್ರಾಮ ಪಂಚಾಯಿತಿ ಸದಸ್ಯರು, ಶಿಕ್ಷಕ ವೃಂದ ಹಾಗೂ ಪೋಷಕರು ಉಪಸ್ಥಿತರಿದ್ದರು. [264,1375,479,1450]
article1-lead [28,290,338,370]
right5-headline: ಮುದಗಲ್ : ಮಾರುತೇಶ್ವರ ಜಾತ್ರೆ ಸಂಪನ್ನ [634,751,836,768]
article2-lead [28,412,186,620]
protest-illustration [192,660,442,795]
notice1-text: WHEREAS, the above named petitioners have instituted a petition under section 13(3) of births and death act and petitioners have sought relief for issuance of direction to the respondent Smt. T. Nagaratnamma wife of T. Somanath died on 07.07.2023 at Mincheri village, Ballari taluk & district. Petitioners are the legal heirs of deceased. Who are interested to contest the case they may appear before the court on 26/09/2025 at 11:00 AM. Given under my hand and seal of the Court on this 20th day of August 2025. [33,1227,135,1317]
registration-mark [72,1494,81,1503]
right2-headline-line2: ಪಾವತಿಗಾಗಿ ಅರ್ಜಿ ಆಹ್ವಾನ [690,244,862,268]
right6-content [634,1079,918,1161]
article1-photo [28,104,338,287]
article6-side: ಸ್ಥಳೀಯ ಸರ್ಕಾರಿ ಹಿರಿಯ ಪ್ರಾಥಮಿಕ ಶಾಲೆಯಲ್ಲಿ ನೂತನ ಎಸ್‌ಡಿಎಂಸಿ ಸಮಿತಿ ರಚನೆ ಮಾಡಲಾಯಿತು. ಅಧ್ಯಕ್ಷರಾಗಿ ಆಯ್ಕೆಯಾದವರನ್ನು ಗ್ರಾಮದ ಮುಖಂಡರು ಸನ್ಮಾನಿಸಿದರು. ಶಾಲೆಯ ಮೂಲಸೌಕರ್ಯ ಅಭಿವೃದ್ಧಿ, ಮಕ್ಕಳ ಕಲಿಕಾ ಗುಣಮಟ್ಟ ಹೆಚ್ಚಳ ಹಾಗೂ ದಾಖಲಾತಿ ಪ್ರಮಾಣ ಏರಿಕೆಗೆ ನೂತನ ಸಮಿತಿ ಶ್ರಮಿಸಬೇಕು. ಶಿಕ್ಷಕರು ಹಾಗೂ ಪೋಷಕರ ನಡುವೆ ಸಮನ್ವಯ ಸಾಧಿಸಿ ಸರ್ಕಾರಿ ಶಾಲೆಗಳನ್ನು ಬಲಪಡಿಸಬೇಕು ಎಂದು ಮುಖ್ಯ ಶಿಕ್ಷಕರು ತಿಳಿಸಿದರು. ಉಪಾಧ್ಯಕ್ಷರು ಹಾಗೂ ಸದಸ್ಯರು ಅವಿರೋಧವಾಗಿ ಆಯ್ಕೆಯಾದರು. ಗ್ರಾಮ ಪಂಚಾಯಿತಿ ಸದಸ್ಯರು, ಶಿಕ್ಷಕ ವೃಂದ ಹಾಗೂ ಪೋಷಕರು ಉಪಸ್ಥಿತರಿದ್ದರು. [484,1270,621,1383]
right2-headline-band [634,211,918,281]
newspaper-brand: ಕನ್ನಡ ನಾಡು [453,48,497,61]
